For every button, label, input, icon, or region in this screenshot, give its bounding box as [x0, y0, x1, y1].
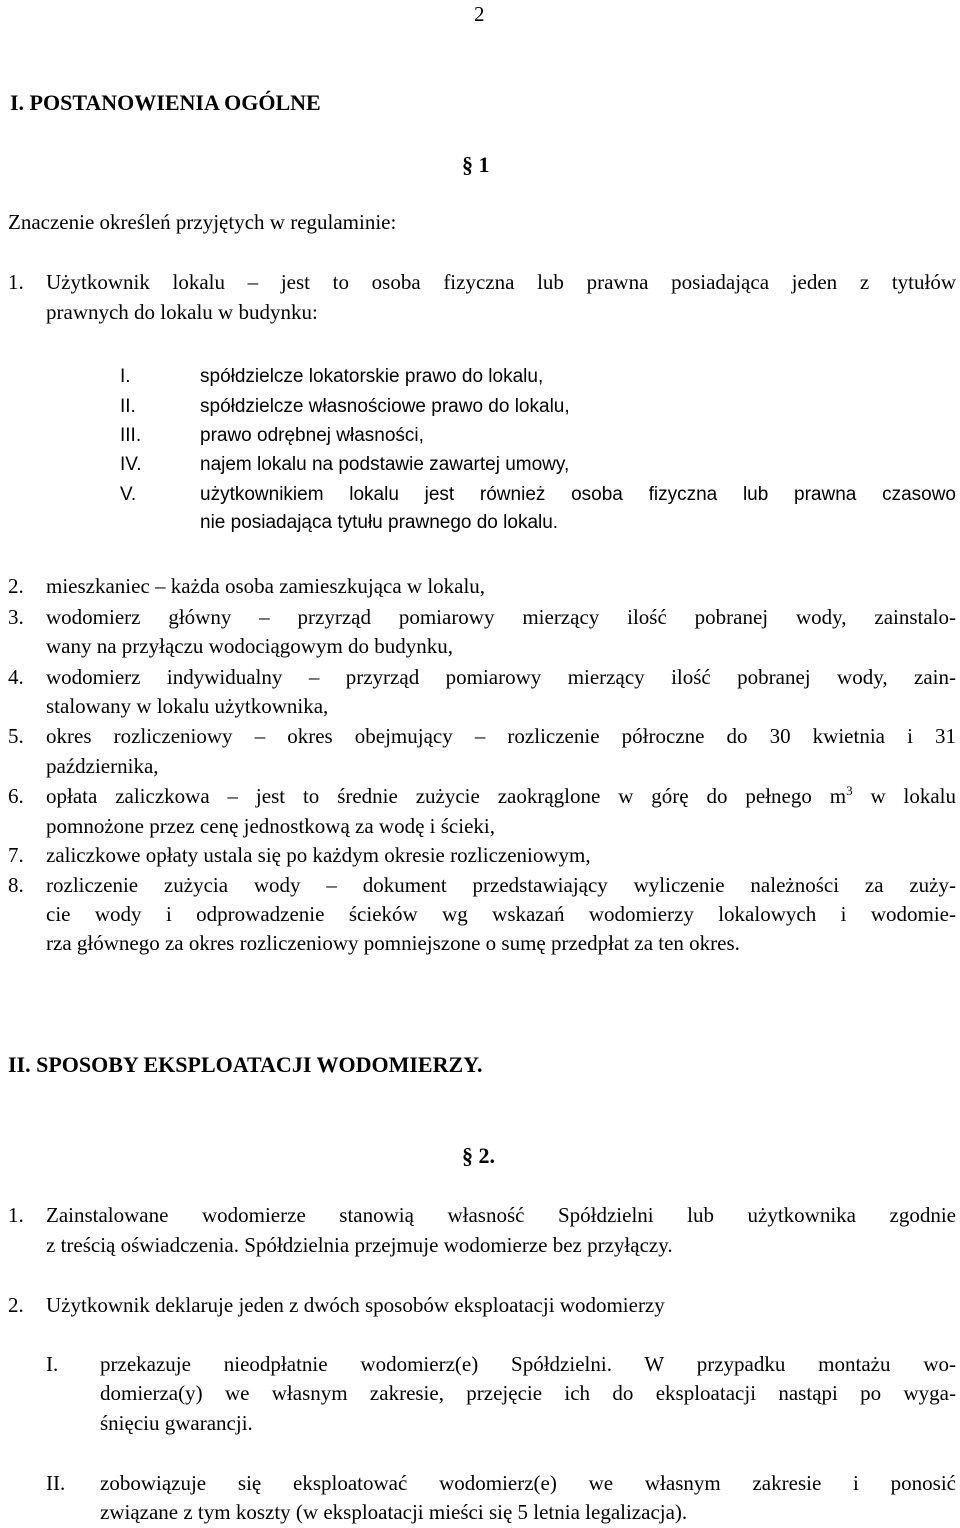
subitem-number: III. [120, 425, 142, 446]
intro-text: Znaczenie określeń przyjętych w regulaminie: [8, 210, 397, 234]
item-text: rozliczenie zużycia wody – dokument przedstawiający wyliczenie należności za zuży- [46, 873, 956, 897]
option-number: I. [46, 1352, 59, 1376]
item-text: wodomierz indywidualny – przyrząd pomiarowy mierzący ilość pobranej wody, zain- [46, 665, 956, 689]
option-text: przekazuje nieodpłatnie wodomierz(e) Spółdzielni. W przypadku montażu wo- [100, 1352, 956, 1376]
subitem-text: najem lokalu na podstawie zawartej umowy, [200, 454, 570, 475]
item-text: cie wody i odprowadzenie ścieków wg wskazań wodomierzy lokalowych i wodomie- [46, 902, 956, 926]
item-text: pomnożone przez cenę jednostkową za wodę i ścieki, [46, 814, 495, 838]
option-number: II. [46, 1471, 66, 1495]
subitem-number: I. [120, 366, 131, 387]
subitem-text: nie posiadająca tytułu prawnego do lokalu. [200, 512, 559, 533]
item-number: 2. [8, 1293, 24, 1317]
item-number: 3. [8, 605, 24, 629]
item-number: 1. [8, 270, 24, 294]
item-text: Użytkownik lokalu – jest to osoba fizyczna lub prawna posiadająca jeden z tytułów [46, 270, 956, 294]
subitem-number: II. [120, 396, 136, 417]
paragraph-mark: § 2. [462, 1143, 495, 1168]
item-text: stalowany w lokalu użytkownika, [46, 694, 329, 718]
subitem-text: użytkownikiem lokalu jest również osoba fizyczna lub prawna czasowo [200, 484, 956, 505]
item-text: wodomierz główny – przyrząd pomiarowy mierzący ilość pobranej wody, zainstalo- [46, 605, 956, 629]
subitem-number: V. [120, 484, 137, 505]
item-text: rza głównego za okres rozliczeniowy pomniejszone o sumę przedpłat za ten okres. [46, 931, 740, 955]
item-text: wany na przyłączu wodociągowym do budynku, [46, 634, 454, 658]
item-text: okres rozliczeniowy – okres obejmujący – rozliczenie półroczne do 30 kwietnia i 31 [46, 724, 956, 748]
item-text [46, 784, 956, 809]
item-text: Zainstalowane wodomierze stanowią własność Spółdzielni lub użytkownika zgodnie [46, 1203, 956, 1227]
item-text: Użytkownik deklaruje jeden z dwóch sposobów eksploatacji wodomierzy [46, 1293, 665, 1317]
item-text-part: opłata zaliczkowa – jest to średnie zużycie zaokrąglone w górę do pełnego m [46, 784, 847, 808]
section-title: II. SPOSOBY EKSPLOATACJI WODOMIERZY. [8, 1052, 483, 1077]
item-number: 4. [8, 665, 24, 689]
item-number: 1. [8, 1203, 24, 1227]
option-text: związane z tym koszty (w eksploatacji mieści się 5 letnia legalizacja). [100, 1500, 688, 1524]
item-number: 5. [8, 724, 24, 748]
subitem-number: IV. [120, 454, 142, 475]
section-title: I. POSTANOWIENIA OGÓLNE [10, 90, 321, 115]
subitem-text: spółdzielcze lokatorskie prawo do lokalu, [200, 366, 544, 387]
item-text: mieszkaniec – każda osoba zamieszkująca w lokalu, [46, 574, 486, 598]
item-number: 6. [8, 784, 24, 808]
item-text: z treścią oświadczenia. Spółdzielnia przejmuje wodomierze bez przyłączy. [46, 1233, 673, 1257]
page-number: 2 [474, 2, 485, 26]
option-text: domierza(y) we własnym zakresie, przejęcie ich do eksploatacji nastąpi po wyga- [100, 1381, 956, 1405]
paragraph-mark: § 1 [462, 152, 490, 177]
item-text: października, [46, 754, 159, 778]
item-number: 7. [8, 843, 24, 867]
option-text: zobowiązuje się eksploatować wodomierz(e) we własnym zakresie i ponosić [100, 1471, 956, 1495]
superscript: 3 [846, 783, 853, 798]
item-number: 2. [8, 574, 24, 598]
item-number: 8. [8, 873, 24, 897]
item-text-part: w lokalu [852, 784, 957, 808]
subitem-text: spółdzielcze własnościowe prawo do lokalu, [200, 396, 570, 417]
option-text: śnięciu gwarancji. [100, 1411, 253, 1435]
subitem-text: prawo odrębnej własności, [200, 425, 424, 446]
item-text: prawnych do lokalu w budynku: [46, 300, 318, 324]
item-text: zaliczkowe opłaty ustala się po każdym okresie rozliczeniowym, [46, 843, 591, 867]
